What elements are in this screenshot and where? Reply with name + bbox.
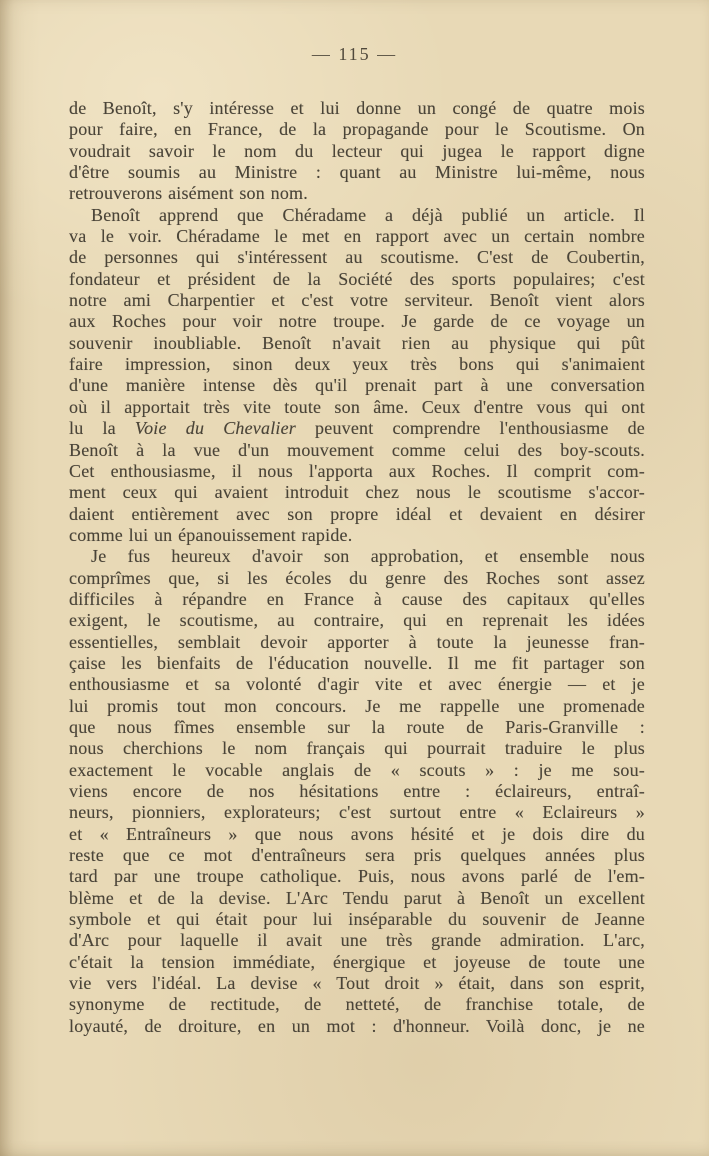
text-line: que nous fîmes ensemble sur la route de Paris-Granville : (69, 716, 645, 737)
text-line: faire impression, sinon deux yeux très bons qui s'animaient (69, 354, 645, 375)
text-line: lui promis tout mon concours. Je me rappelle une promenade (69, 695, 645, 716)
text-line: aux Roches pour voir notre troupe. Je garde de ce voyage un (69, 311, 645, 332)
text-line: çaise les bienfaits de l'éducation nouvelle. Il me fit partager son (69, 652, 645, 673)
text-line: Benoît apprend que Chéradame a déjà publié un article. Il (91, 204, 645, 225)
text-span: lu la (69, 418, 135, 439)
text-line: tard par une troupe catholique. Puis, nous avons parlé de l'em- (69, 866, 645, 887)
text-line: d'Arc pour laquelle il avait une très grande admiration. L'arc, (69, 930, 645, 951)
text-line: synonyme de rectitude, de netteté, de franchise totale, de (69, 994, 645, 1015)
text-line: symbole et qui était pour lui inséparable du souvenir de Jeanne (69, 909, 645, 930)
text-line: difficiles à répandre en France à cause des capitaux qu'elles (69, 588, 645, 609)
text-line: notre ami Charpentier et c'est votre serviteur. Benoît vient alors (69, 290, 645, 311)
italic-book-title: Voie du Chevalier (134, 418, 296, 439)
text-line: exigent, le scoutisme, au contraire, qui en reprenait les idées (69, 610, 645, 631)
text-line: pour faire, en France, de la propagande pour le Scoutisme. On (69, 119, 645, 140)
text-line: de Benoît, s'y intéresse et lui donne un congé de quatre mois (69, 98, 645, 118)
text-line: loyauté, de droiture, en un mot : d'honneur. Voilà donc, je ne (69, 1015, 645, 1036)
text-line: enthousiasme et sa volonté d'agir vite et avec énergie — et je (69, 674, 645, 695)
text-line: exactement le vocable anglais de « scouts » : je me sou- (69, 759, 645, 780)
text-line: retrouverons aisément son nom. (69, 183, 308, 204)
text-line: de personnes qui s'intéressent au scoutisme. C'est de Coubertin, (69, 247, 645, 268)
text-line: souvenir inoubliable. Benoît n'avait rien au physique qui pût (69, 332, 645, 353)
text-line: c'était la tension immédiate, énergique et joyeuse de toute une (69, 951, 645, 972)
text-line: comme lui un épanouissement rapide. (69, 524, 353, 545)
text-line: va le voir. Chéradame le met en rapport avec un certain nombre (69, 226, 645, 247)
page-number: — 115 — (311, 44, 398, 64)
text-line: Benoît à la vue d'un mouvement comme celui des boy-scouts. (69, 439, 645, 460)
text-line: Je fus heureux d'avoir son approbation, et ensemble nous (91, 546, 645, 567)
text-line: daient entièrement avec son propre idéal et devaient en désirer (69, 503, 645, 524)
text-line: d'une manière intense dès qu'il prenait part à une conversation (69, 375, 645, 396)
text-line: comprîmes que, si les écoles du genre des Roches sont assez (69, 567, 645, 588)
text-line: reste que ce mot d'entraîneurs sera pris quelques années plus (69, 845, 645, 866)
text-line: voudrait savoir le nom du lecteur qui jugea le rapport digne (69, 140, 645, 161)
text-line: viens encore de nos hésitations entre : éclaireurs, entraî- (69, 781, 645, 801)
text-line: blème et de la devise. L'Arc Tendu parut à Benoît un excellent (69, 887, 645, 908)
text-block (69, 98, 645, 1037)
text-line: d'être soumis au Ministre : quant au Ministre lui-même, nous (69, 162, 645, 183)
text-line: où il apportait très vite toute son âme. Ceux d'entre vous qui ont (69, 396, 645, 417)
text-line: ment ceux qui avaient introduit chez nous le scoutisme s'accor- (69, 482, 645, 503)
text-span: peuvent comprendre l'enthousiasme de (296, 418, 645, 439)
text-line (69, 418, 645, 439)
text-line: essentielles, semblait devoir apporter à toute la jeunesse fran- (69, 631, 645, 652)
text-line: nous cherchions le nom français qui pourrait traduire le plus (69, 738, 645, 759)
text-line: neurs, pionniers, explorateurs; c'est surtout entre « Eclaireurs » (69, 802, 645, 823)
text-line: vie vers l'idéal. La devise « Tout droit » était, dans son esprit, (69, 973, 645, 994)
text-line: et « Entraîneurs » que nous avons hésité et je dois dire du (69, 823, 645, 844)
text-line: fondateur et président de la Société des sports populaires; c'est (69, 268, 645, 289)
text-line: Cet enthousiasme, il nous l'apporta aux Roches. Il comprit com- (69, 460, 645, 481)
